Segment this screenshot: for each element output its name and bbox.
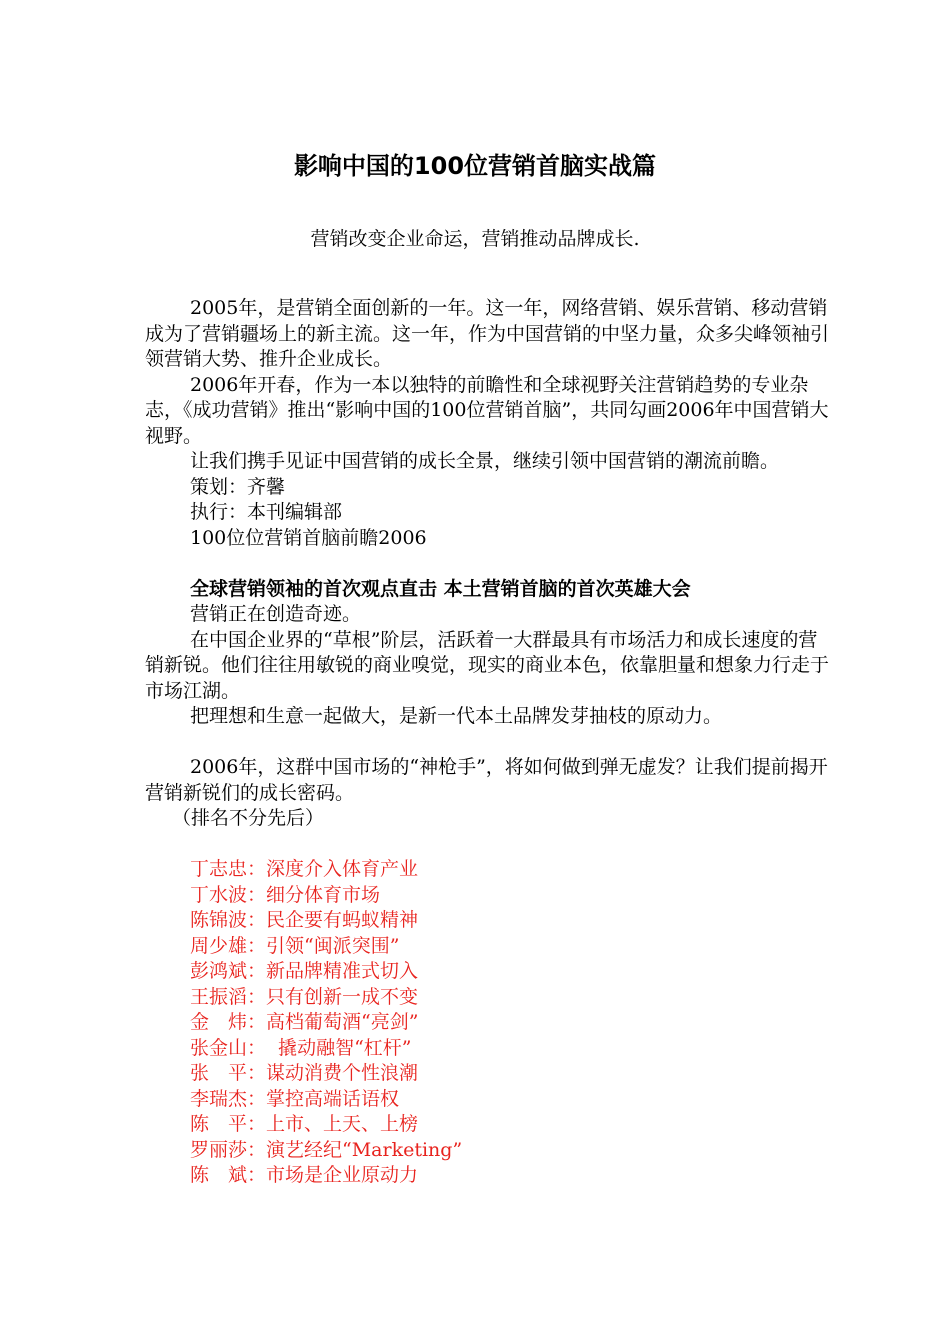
leader-item: 陈 斌：市场是企业原动力 bbox=[190, 1164, 419, 1186]
credit-planning: 策划：齐馨 bbox=[190, 475, 286, 498]
credit-series: 100位位营销首脑前瞻2006 bbox=[190, 526, 427, 549]
leader-item: 陈 平：上市、上天、上榜 bbox=[190, 1113, 419, 1135]
leader-item: 丁水波：细分体育市场 bbox=[190, 883, 381, 906]
section-heading: 全球营销领袖的首次观点直击 本土营销首脑的首次英雄大会 bbox=[190, 577, 691, 600]
leader-item: 陈锦波：民企要有蚂蚁精神 bbox=[190, 909, 419, 931]
document-body bbox=[145, 296, 835, 1189]
leader-item: 金 炜：高档葡萄酒“亮剑” bbox=[190, 1011, 419, 1033]
leader-item: 周少雄：引领“闽派突围” bbox=[190, 934, 400, 957]
leader-item: 张金山： 撬动融智“杠杆” bbox=[190, 1036, 412, 1059]
leader-item: 罗丽莎：演艺经纪“Marketing” bbox=[190, 1138, 463, 1161]
leader-item: 丁志忠：深度介入体育产业 bbox=[190, 858, 419, 880]
spacer bbox=[145, 730, 835, 756]
credit-execution: 执行：本刊编辑部 bbox=[190, 501, 343, 523]
leader-item: 张 平：谋动消费个性浪潮 bbox=[190, 1062, 419, 1084]
intro-paragraph-2: 2006年开春，作为一本以独特的前瞻性和全球视野关注营销趋势的专业杂志，《成功营销》推出“影响中国的100位营销首脑”，共同勾画2006年中国营销大视野。 bbox=[145, 373, 829, 447]
section-paragraph-3: 把理想和生意一起做大，是新一代本土品牌发芽抽枝的原动力。 bbox=[190, 705, 723, 727]
intro-paragraph-3: 让我们携手见证中国营销的成长全景，继续引领中国营销的潮流前瞻。 bbox=[190, 450, 780, 472]
closing-paragraph: 2006年，这群中国市场的“神枪手”，将如何做到弹无虚发？让我们提前揭开营销新锐们的成长密码。 bbox=[145, 756, 828, 804]
document-subtitle: 营销改变企业命运，营销推动品牌成长. bbox=[310, 228, 640, 250]
leaders-list bbox=[145, 857, 835, 1189]
section-paragraph-1: 营销正在创造奇迹。 bbox=[190, 603, 362, 625]
leader-item: 李瑞杰：掌控高端话语权 bbox=[190, 1087, 400, 1110]
spacer bbox=[145, 832, 835, 858]
section-paragraph-2: 在中国企业界的“草根”阶层，活跃着一大群最具有市场活力和成长速度的营销新锐。他们往往用敏锐的商业嗅觉，现实的商业本色，依靠胆量和想象力行走于市场江湖。 bbox=[145, 628, 830, 702]
spacer bbox=[145, 551, 835, 577]
leader-item: 彭鸿斌：新品牌精准式切入 bbox=[190, 960, 419, 982]
ranking-note: （排名不分先后） bbox=[172, 807, 325, 829]
leader-item: 王振滔：只有创新一成不变 bbox=[190, 985, 419, 1008]
intro-paragraph-1: 2005年，是营销全面创新的一年。这一年，网络营销、娱乐营销、移动营销成为了营销疆场上的新主流。这一年，作为中国营销的中坚力量，众多尖峰领袖引领营销大势、推升企业成长。 bbox=[145, 297, 830, 370]
document-title: 影响中国的100位营销首脑实战篇 bbox=[293, 152, 657, 180]
